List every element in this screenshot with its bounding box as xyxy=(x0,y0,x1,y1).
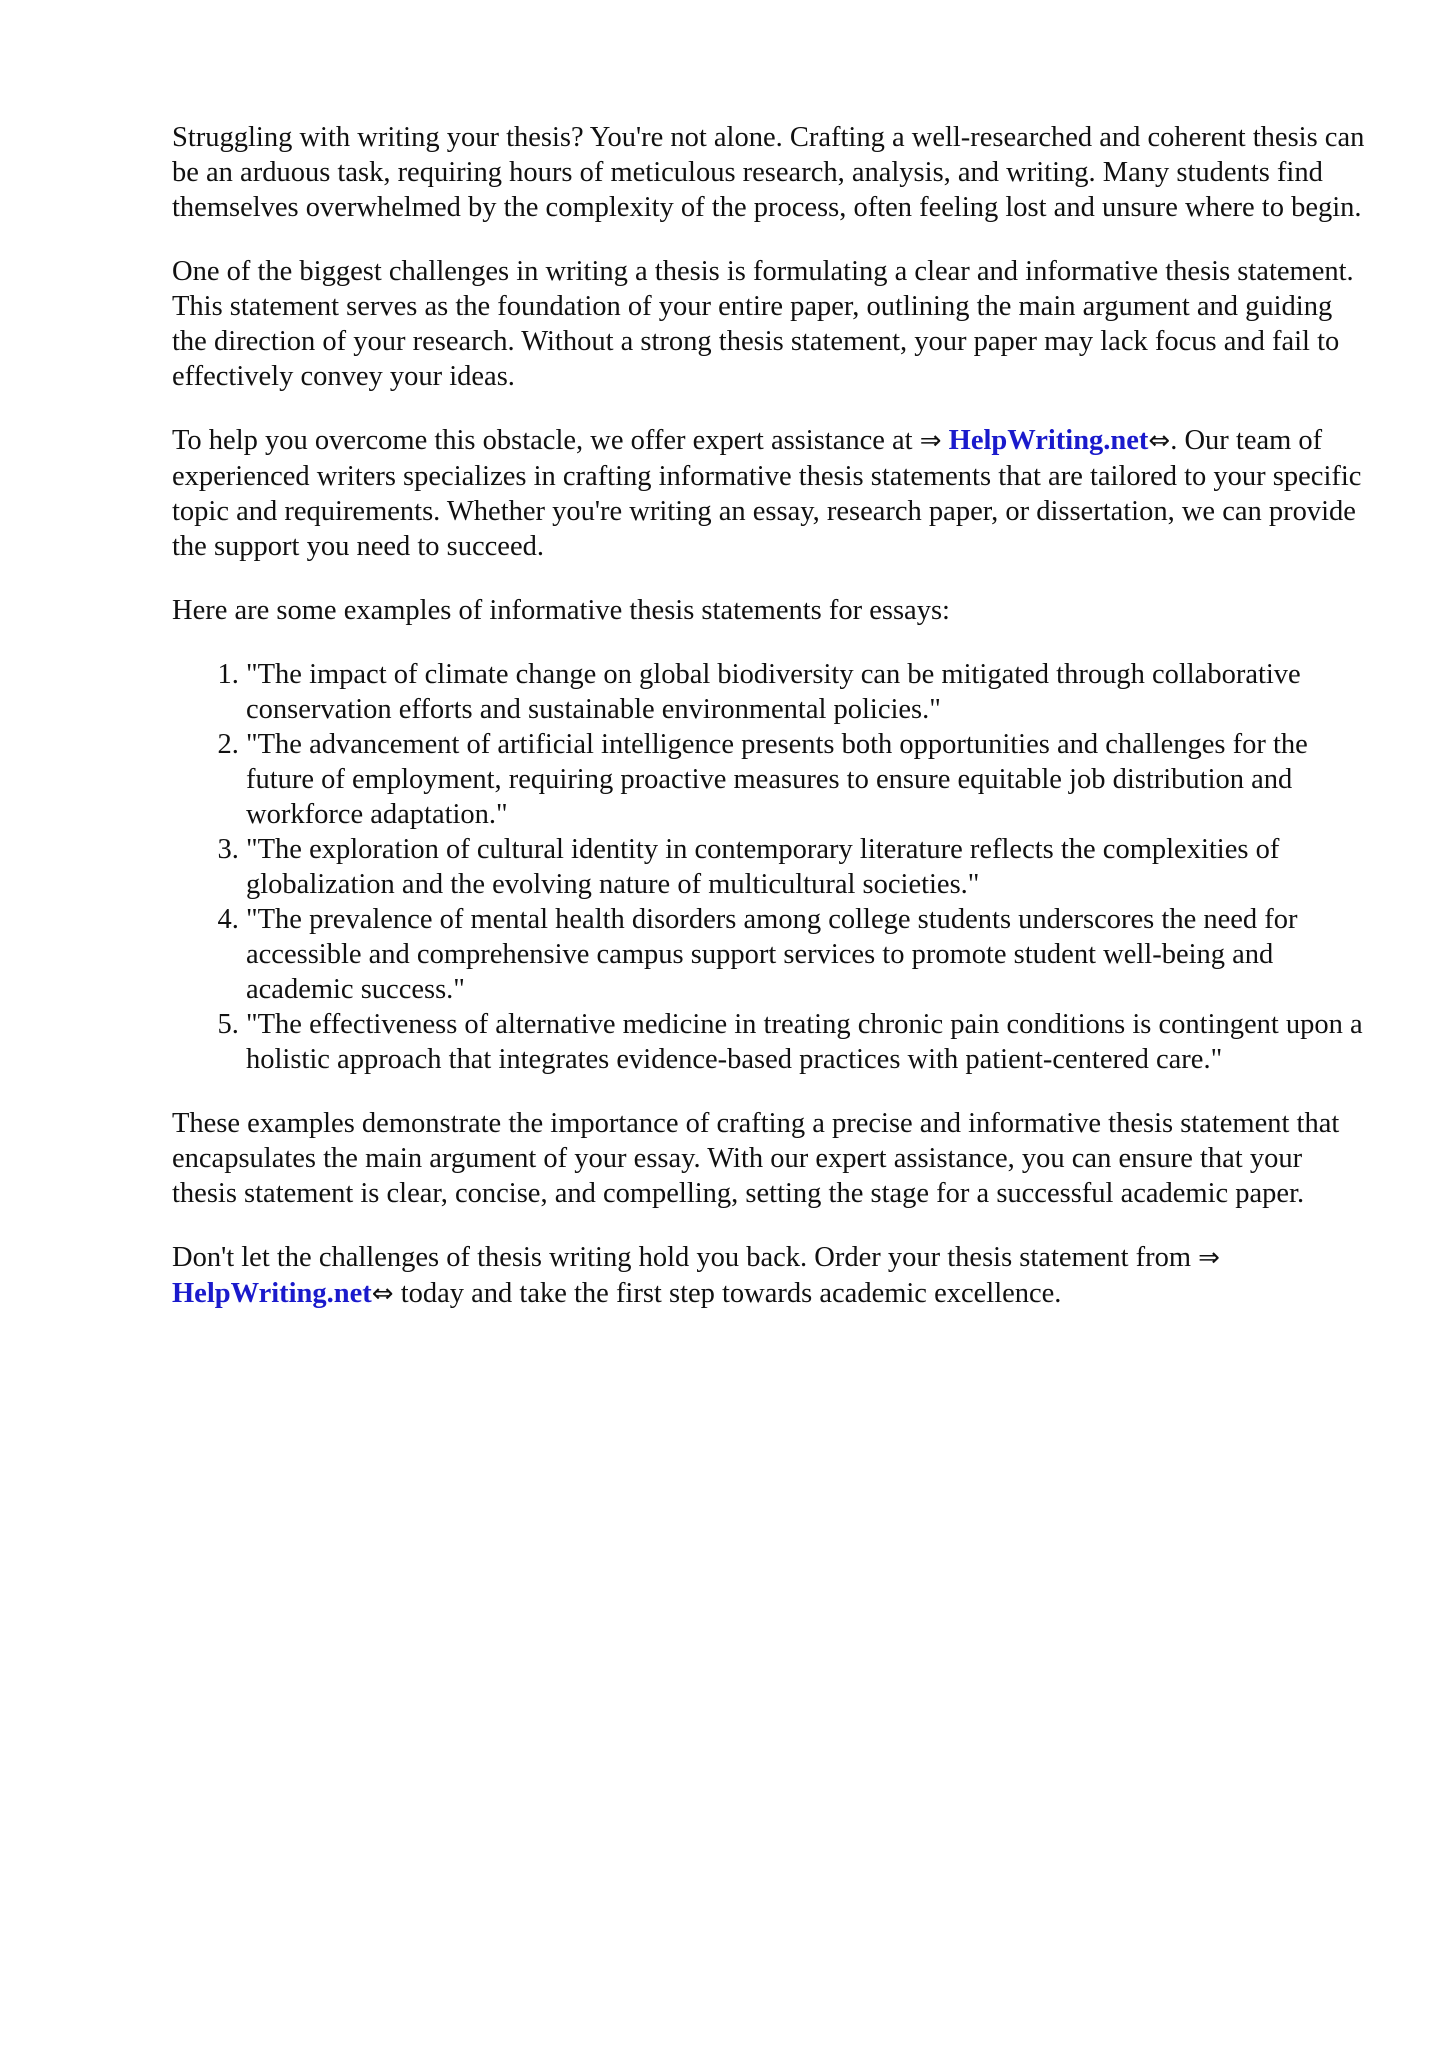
list-item: 5. "The effectiveness of alternative medicine in treating chronic pain conditions is contingent upon a holistic approach that integrates evidence-based practices with patient-centered care." xyxy=(246,1007,1367,1077)
helpwriting-link[interactable]: HelpWriting.net xyxy=(948,425,1149,456)
intro-paragraph: Struggling with writing your thesis? You're not alone. Crafting a well-researched and coherent thesis can be an arduous task, requiring hours of meticulous research, analysis, and writing. Many students find themselves overwhelmed by the complexity of the process, often feeling lost and unsure where to begin. xyxy=(172,122,1365,223)
challenges-paragraph: One of the biggest challenges in writing a thesis is formulating a clear and informative thesis statement. This statement serves as the foundation of your entire paper, outlining the main argument and guiding the direction of your research. Without a strong thesis statement, your paper may lack focus and fail to effectively convey your ideas. xyxy=(172,256,1354,392)
list-item: 4. "The prevalence of mental health disorders among college students underscores the need for accessible and comprehensive campus support services to promote student well-being and academic success." xyxy=(246,902,1367,1007)
closing-paragraph xyxy=(172,1240,1367,1312)
assistance-paragraph xyxy=(172,423,1367,564)
list-item: 3. "The exploration of cultural identity in contemporary literature reflects the complexities of globalization and the evolving nature of multicultural societies." xyxy=(246,832,1367,902)
list-item: 1. "The impact of climate change on global biodiversity can be mitigated through collaborative conservation efforts and sustainable environmental policies." xyxy=(246,657,1367,727)
summary-paragraph: These examples demonstrate the importance of crafting a precise and informative thesis statement that encapsulates the main argument of your essay. With our expert assistance, you can ensure that your thesis statement is clear, concise, and compelling, setting the stage for a successful academic paper. xyxy=(172,1108,1340,1209)
helpwriting-link[interactable]: HelpWriting.net xyxy=(172,1278,372,1309)
assistance-text-after: . Our team of experienced writers specializes in crafting informative thesis statements that are tailored to your specific topic and requirements. Whether you're writing an essay, research paper, or dissertation, we can provide the support you need to succeed. xyxy=(172,425,1362,562)
examples-intro: Here are some examples of informative thesis statements for essays: xyxy=(172,595,950,626)
double-arrow-icon: ⇔ xyxy=(1148,426,1171,456)
double-arrow-icon: ⇔ xyxy=(371,1279,394,1309)
list-item: 2. "The advancement of artificial intelligence presents both opportunities and challenges for the future of employment, requiring proactive measures to ensure equitable job distribution and workforce adaptation." xyxy=(246,727,1367,832)
right-arrow-icon: ⇒ xyxy=(1198,1243,1220,1273)
assistance-text-before: To help you overcome this obstacle, we offer expert assistance at xyxy=(172,425,920,456)
closing-text-before: Don't let the challenges of thesis writing hold you back. Order your thesis statement from xyxy=(172,1242,1199,1273)
closing-text-after: today and take the first step towards academic excellence. xyxy=(393,1278,1062,1309)
right-arrow-icon: ⇒ xyxy=(919,426,942,456)
examples-list xyxy=(172,657,1367,1077)
document-body xyxy=(172,120,1367,1341)
